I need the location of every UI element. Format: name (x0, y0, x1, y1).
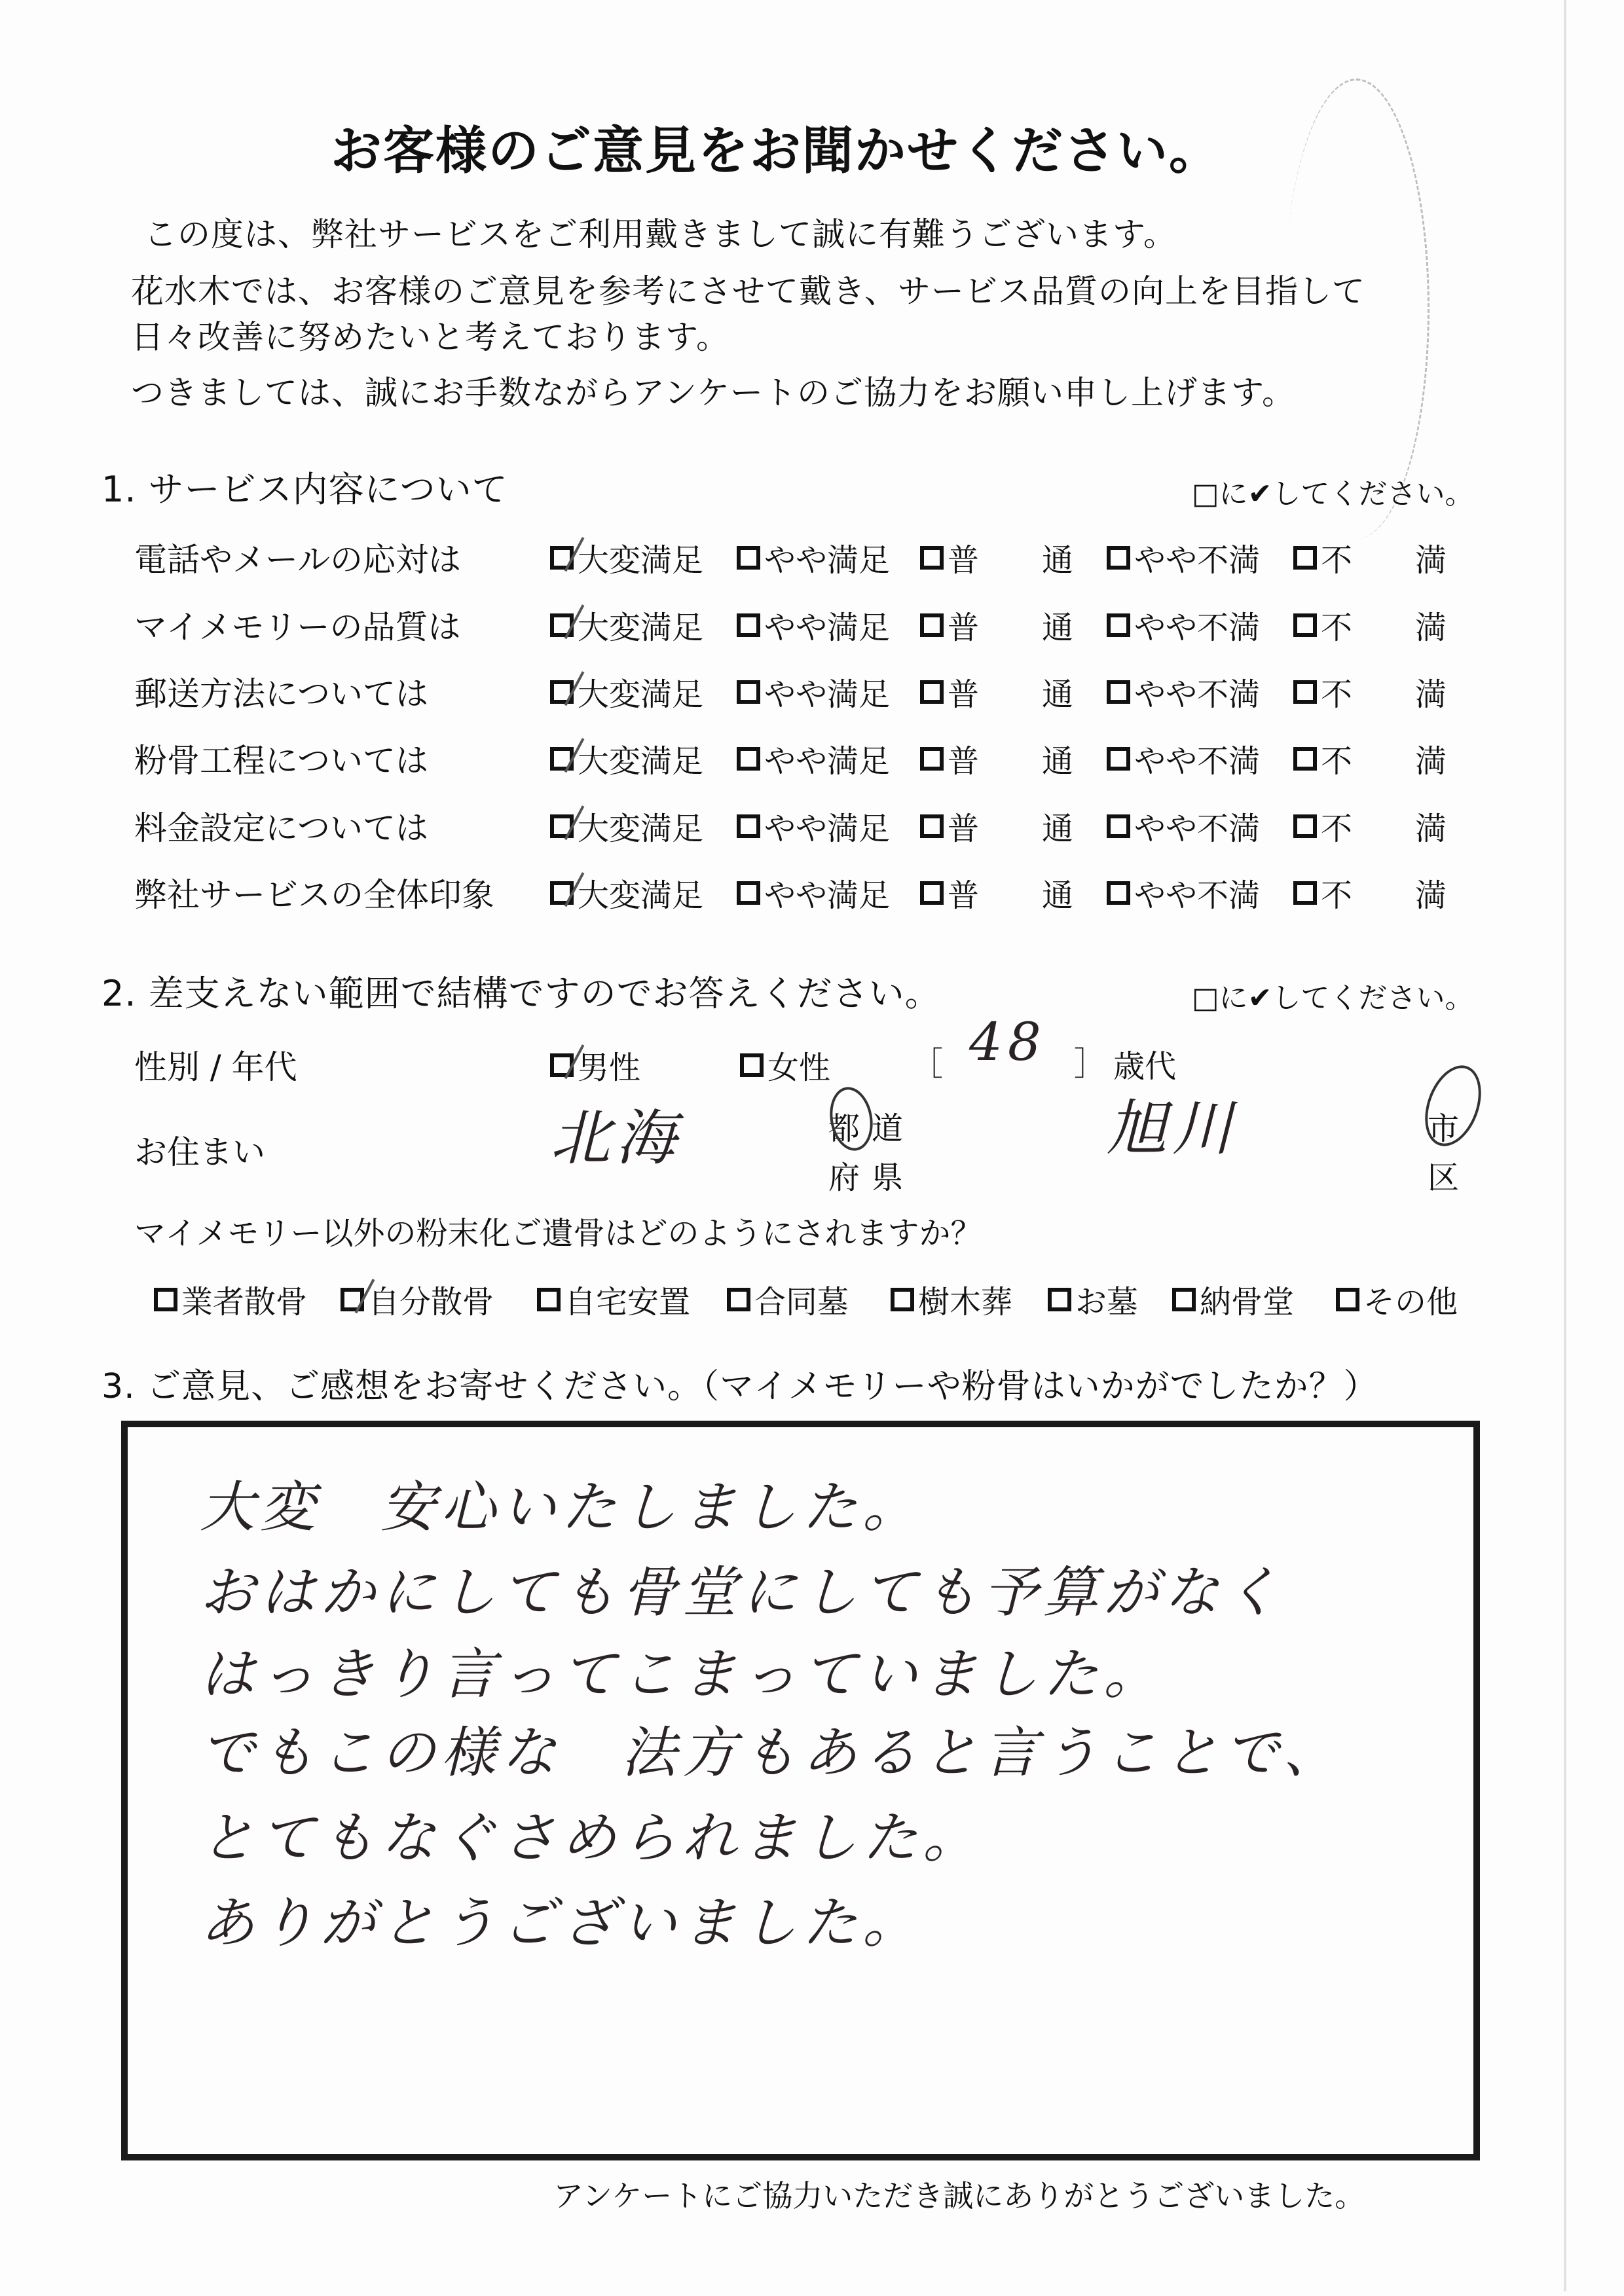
option-label: 合同墓 (754, 1284, 849, 1321)
option-label: 不 満 (1321, 877, 1447, 914)
checkbox-icon[interactable] (1048, 1288, 1071, 1311)
section2-heading: 2. 差支えない範囲で結構ですのでお答えください。 (101, 973, 941, 1014)
comment-textarea[interactable] (121, 1421, 1480, 2160)
age-bracket-close: ］ (1074, 1045, 1107, 1083)
checkbox-icon[interactable] (920, 747, 944, 771)
checkbox-checked-icon[interactable] (550, 546, 574, 570)
page-title: お客様のご意見をお聞かせください。 (331, 122, 1222, 181)
checkbox-icon[interactable] (1107, 680, 1130, 704)
remains-option[interactable] (1336, 1277, 1458, 1322)
rating-option[interactable] (1107, 602, 1260, 647)
option-label: 自宅安置 (564, 1284, 691, 1321)
address-label: お住まい (134, 1133, 265, 1171)
rating-option[interactable] (550, 602, 703, 647)
section1-hint: □に✔してください。 (1192, 477, 1474, 511)
option-label: 自分散骨 (368, 1284, 494, 1321)
checkbox-icon[interactable] (1293, 546, 1317, 570)
rating-option[interactable] (1293, 669, 1462, 714)
rating-option[interactable] (1293, 803, 1462, 848)
age-bracket-open: ［ (910, 1045, 943, 1083)
remains-option[interactable] (1172, 1277, 1294, 1322)
option-label: 大変満足 (578, 676, 704, 713)
checkbox-icon[interactable] (1107, 814, 1130, 838)
remains-question: マイメモリー以外の粉末化ご遺骨はどのようにされますか？ (134, 1215, 982, 1252)
option-label: やや不満 (1134, 542, 1261, 579)
remains-option[interactable] (727, 1277, 849, 1322)
rating-option[interactable] (737, 669, 890, 714)
prefecture-input[interactable]: 北海 (550, 1103, 682, 1173)
remains-option[interactable] (891, 1277, 1012, 1322)
checkbox-icon[interactable] (920, 814, 944, 838)
rating-option[interactable] (1107, 669, 1260, 714)
option-label: 普 通 (948, 542, 1074, 579)
option-label: やや満足 (764, 610, 891, 646)
option-label: やや不満 (1134, 676, 1261, 713)
pref-suffix-ken: 県 (872, 1159, 915, 1196)
option-label: やや不満 (1134, 811, 1261, 847)
option-label: 納骨堂 (1200, 1284, 1295, 1321)
option-label: 不 満 (1321, 743, 1447, 780)
checkbox-icon[interactable] (737, 881, 760, 905)
row-label: マイメモリーの品質は (134, 608, 461, 646)
option-label: お墓 (1075, 1284, 1139, 1321)
option-label: 大変満足 (578, 877, 704, 914)
comment-line: でもこの様な 法方もあると言うことで、 (200, 1721, 1344, 1785)
gender-male-option[interactable] (550, 1042, 640, 1087)
checkbox-icon[interactable] (737, 613, 760, 637)
option-label: 不 満 (1321, 676, 1447, 713)
option-label: やや満足 (764, 877, 891, 914)
intro-line-4: つきましては、誠にお手数ながらアンケートのご協力をお願い申し上げます。 (131, 374, 1295, 412)
rating-option[interactable] (550, 535, 703, 580)
section3-heading: 3. ご意見、ご感想をお寄せください。（マイメモリーや粉骨はいかがでしたか？） (101, 1367, 1378, 1406)
rating-option[interactable] (737, 602, 890, 647)
option-label: 不 満 (1321, 610, 1447, 646)
option-label: 男性 (578, 1049, 641, 1086)
checkbox-icon[interactable] (1293, 881, 1317, 905)
rating-option[interactable] (920, 535, 1085, 580)
intro-line-1: この度は、弊社サービスをご利用戴きまして誠に有難うございます。 (144, 215, 1177, 253)
rating-option[interactable] (737, 870, 890, 915)
intro-line-3: 日々改善に努めたいと考えております。 (131, 318, 729, 356)
intro-line-2: 花水木では、お客様のご意見を参考にさせて戴き、サービス品質の向上を目指して (131, 272, 1365, 310)
checkbox-checked-icon[interactable] (550, 881, 574, 905)
checkbox-icon[interactable] (1172, 1288, 1196, 1311)
option-label: やや満足 (764, 811, 891, 847)
checkbox-icon[interactable] (920, 680, 944, 704)
rating-option[interactable] (1107, 870, 1260, 915)
circle-mark-icon (1414, 1058, 1491, 1154)
remains-option[interactable] (537, 1277, 690, 1322)
checkbox-icon[interactable] (1107, 613, 1130, 637)
rating-option[interactable] (1107, 535, 1260, 580)
pref-suffix-to: 都 (828, 1110, 872, 1147)
comment-line: 大変 安心いたしました。 (200, 1475, 923, 1539)
rating-option[interactable] (920, 736, 1085, 781)
checkbox-icon[interactable] (737, 814, 760, 838)
remains-option[interactable] (154, 1277, 307, 1322)
option-label: 大変満足 (578, 542, 704, 579)
city-suffix-ku: 区 (1428, 1159, 1460, 1196)
rating-option[interactable] (1107, 736, 1260, 781)
checkbox-icon[interactable] (1107, 546, 1130, 570)
rating-option[interactable] (1293, 736, 1462, 781)
option-label: 普 通 (948, 877, 1074, 914)
section1-heading: 1. サービス内容について (101, 469, 508, 510)
rating-option[interactable] (550, 736, 703, 781)
rating-option[interactable] (920, 803, 1085, 848)
option-label: 不 満 (1321, 542, 1447, 579)
gender-female-option[interactable] (740, 1042, 830, 1087)
checkbox-checked-icon[interactable] (550, 814, 574, 838)
rating-option[interactable] (737, 736, 890, 781)
section2-hint: □に✔してください。 (1192, 981, 1474, 1015)
row-label: 粉骨工程については (134, 742, 428, 780)
remains-option[interactable] (1048, 1277, 1138, 1322)
checkbox-checked-icon[interactable] (341, 1288, 364, 1311)
option-label: 業者散骨 (181, 1284, 308, 1321)
rating-option[interactable] (737, 803, 890, 848)
option-label: やや満足 (764, 743, 891, 780)
option-label: その他 (1363, 1284, 1458, 1321)
rating-option[interactable] (737, 535, 890, 580)
checkbox-icon[interactable] (154, 1288, 177, 1311)
row-label: 弊社サービスの全体印象 (134, 876, 494, 914)
option-label: 大変満足 (578, 811, 704, 847)
checkbox-icon[interactable] (737, 680, 760, 704)
checkbox-checked-icon[interactable] (550, 680, 574, 704)
checkbox-icon[interactable] (1293, 814, 1317, 838)
option-label: 普 通 (948, 610, 1074, 646)
row-label: 郵送方法については (134, 675, 428, 713)
rating-option[interactable] (920, 870, 1085, 915)
age-input[interactable]: 48 (969, 1011, 1046, 1072)
checkbox-checked-icon[interactable] (550, 747, 574, 771)
rating-option[interactable] (1293, 602, 1462, 647)
option-label: やや不満 (1134, 743, 1261, 780)
option-label: やや不満 (1134, 610, 1261, 646)
option-label: 普 通 (948, 743, 1074, 780)
option-label: 普 通 (948, 676, 1074, 713)
rating-option[interactable] (920, 669, 1085, 714)
checkbox-icon[interactable] (737, 546, 760, 570)
checkbox-checked-icon[interactable] (550, 613, 574, 637)
row-label: 電話やメールの応対は (134, 541, 461, 579)
option-label: 女性 (767, 1049, 831, 1086)
pref-suffix-fu: 府 (828, 1159, 872, 1196)
rating-option[interactable] (1293, 535, 1462, 580)
city-suffix-shi: 市 (1428, 1110, 1460, 1147)
pref-suffix-do: 道 (872, 1110, 915, 1147)
option-label: 不 満 (1321, 811, 1447, 847)
option-label: やや不満 (1134, 877, 1261, 914)
checkbox-icon[interactable] (891, 1288, 914, 1311)
scan-page-edge (1564, 0, 1566, 2291)
row-label: 料金設定については (134, 809, 428, 847)
checkbox-icon[interactable] (727, 1288, 750, 1311)
checkbox-icon[interactable] (1293, 747, 1317, 771)
comment-line: ありがとうございました。 (200, 1891, 923, 1955)
checkbox-icon[interactable] (920, 613, 944, 637)
footer-thanks: アンケートにご協力いただき誠にありがとうございました。 (553, 2178, 1365, 2214)
checkbox-icon[interactable] (1293, 680, 1317, 704)
checkbox-icon[interactable] (1107, 747, 1130, 771)
checkbox-icon[interactable] (537, 1288, 561, 1311)
checkbox-icon[interactable] (1107, 881, 1130, 905)
rating-option[interactable] (550, 870, 703, 915)
checkbox-icon[interactable] (920, 881, 944, 905)
pref-suffix-bottom (828, 1152, 915, 1197)
option-label: 大変満足 (578, 610, 704, 646)
rating-option[interactable] (1107, 803, 1260, 848)
option-label: 普 通 (948, 811, 1074, 847)
option-label: やや満足 (764, 542, 891, 579)
checkbox-icon[interactable] (737, 747, 760, 771)
gender-age-label: 性別 / 年代 (134, 1048, 297, 1086)
age-suffix: 歳代 (1113, 1048, 1177, 1085)
checkbox-icon[interactable] (1336, 1288, 1359, 1311)
city-input[interactable]: 旭川 (1107, 1093, 1238, 1163)
comment-line: おはかにしても骨堂にしても予算がなく (200, 1560, 1285, 1624)
checkbox-icon[interactable] (920, 546, 944, 570)
option-label: 樹木葬 (918, 1284, 1013, 1321)
option-label: 大変満足 (578, 743, 704, 780)
option-label: やや満足 (764, 676, 891, 713)
comment-line: とてもなぐさめられました。 (200, 1806, 984, 1870)
rating-option[interactable] (550, 803, 703, 848)
checkbox-icon[interactable] (1293, 613, 1317, 637)
comment-line: はっきり言ってこまっていました。 (200, 1642, 1164, 1706)
checkbox-icon[interactable] (740, 1053, 764, 1077)
rating-option[interactable] (1293, 870, 1462, 915)
rating-option[interactable] (550, 669, 703, 714)
checkbox-checked-icon[interactable] (550, 1053, 574, 1077)
remains-option[interactable] (341, 1277, 494, 1322)
rating-option[interactable] (920, 602, 1085, 647)
